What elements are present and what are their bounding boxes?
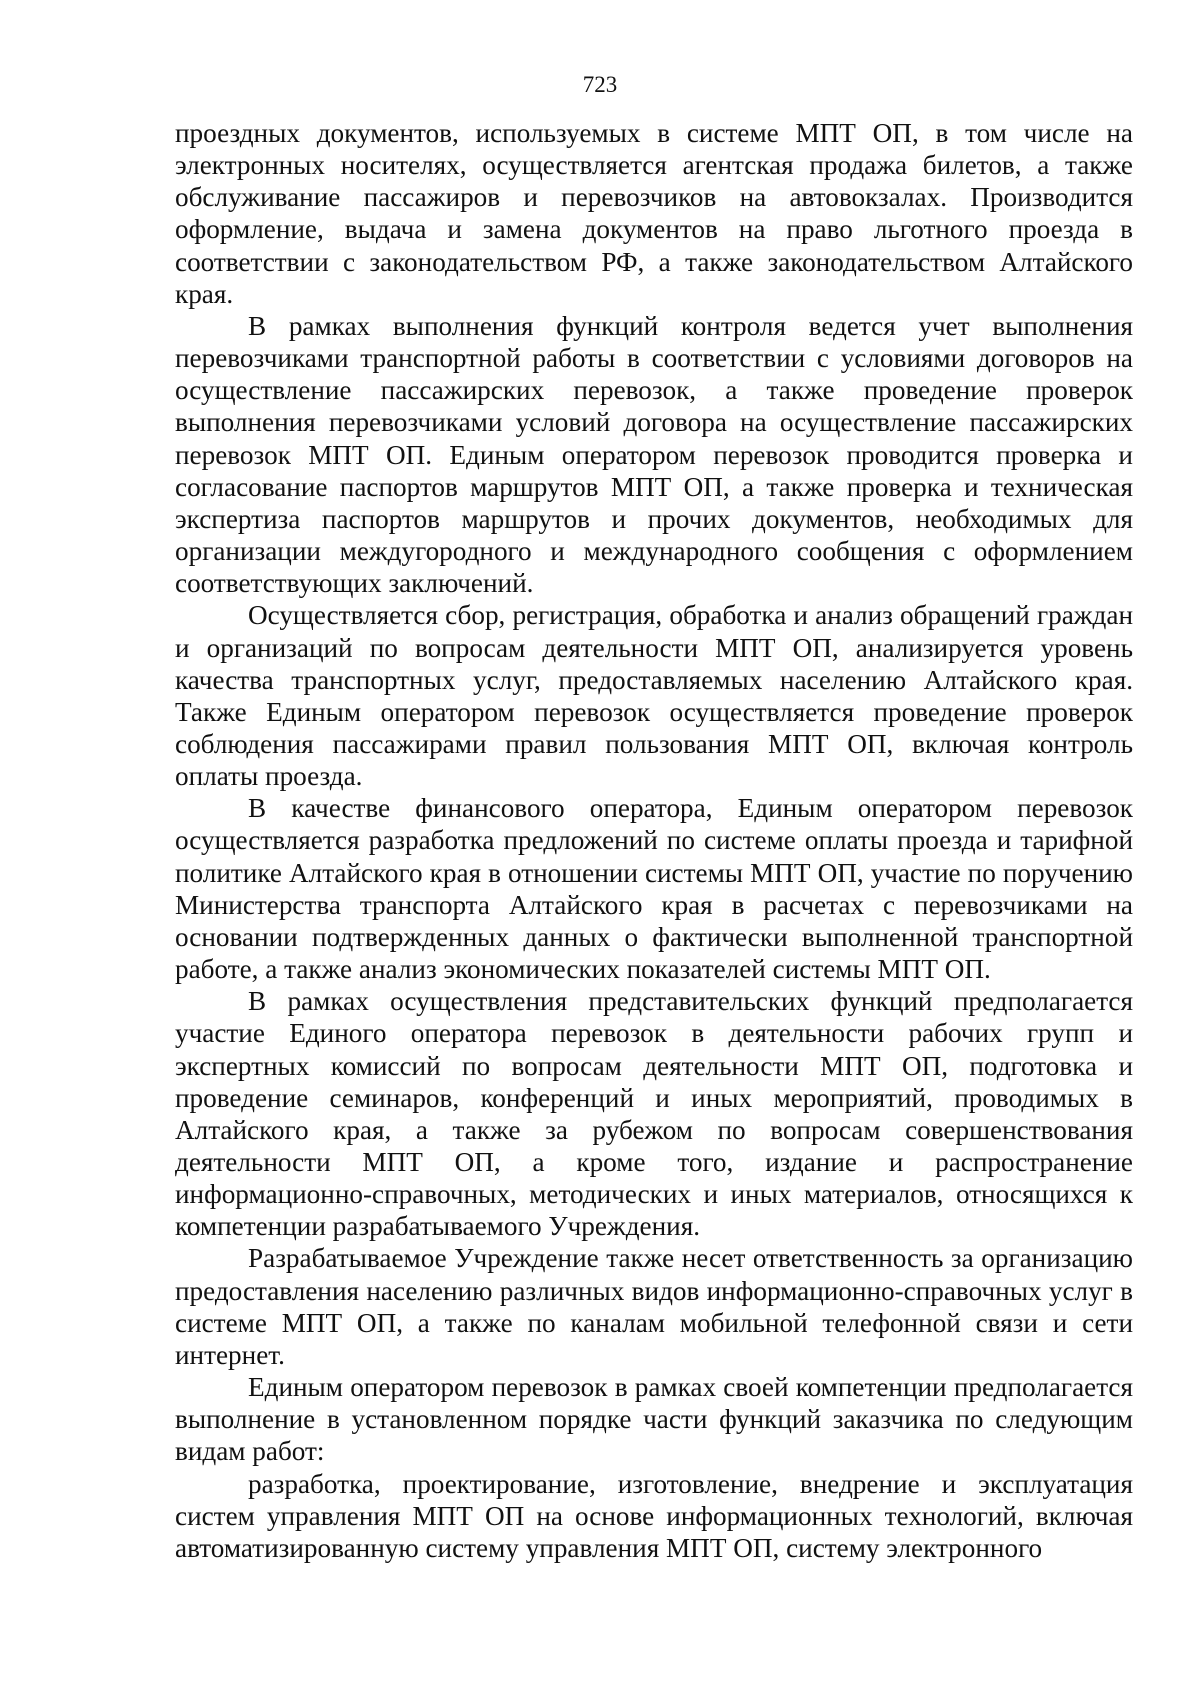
paragraph-control-functions: В рамках выполнения функций контроля ведется учет выполнения перевозчиками транспортной работы в соответствии с условиями договоров на осуществление пассажирских перевозок, а также проведение проверок выполнения перевозчиками условий договора на осуществление пассажирских перевозок МПТ ОП. Единым оператором перевозок проводится проверка и согласование паспортов маршрутов МПТ ОП, а также проверка и техническая экспертиза паспортов маршрутов и прочих документов, необходимых для организации междугородного и международного сообщения с оформлением соответствующих заключений.	[175, 310, 1133, 599]
body-text	[175, 117, 1133, 1564]
paragraph-information-services: Разрабатываемое Учреждение также несет ответственность за организацию предоставления населению различных видов информационно-справочных услуг в системе МПТ ОП, а также по каналам мобильной телефонной связи и сети интернет.	[175, 1243, 1133, 1370]
paragraph-financial-operator: В качестве финансового оператора, Единым оператором перевозок осуществляется разработка предложений по системе оплаты проезда и тарифной политике Алтайского края в отношении системы МПТ ОП, участие по поручению Министерства транспорта Алтайского края в расчетах с перевозчиками на основании подтвержденных данных о фактически выполненной транспортной работе, а также анализ экономических показателей системы МПТ ОП.	[175, 793, 1133, 985]
page-number: 723	[582, 72, 618, 97]
paragraph-citizen-appeals: Осуществляется сбор, регистрация, обработка и анализ обращений граждан и организаций по вопросам деятельности МПТ ОП, анализируется уровень качества транспортных услуг, предоставляемых населению Алтайского края. Также Единым оператором перевозок осуществляется проведение проверок соблюдения пассажирами правил пользования МПТ ОП, включая контроль оплаты проезда.	[175, 600, 1133, 792]
paragraph-customer-functions: Единым оператором перевозок в рамках своей компетенции предполагается выполнение в установленном порядке части функций заказчика по следующим видам работ:	[175, 1372, 1133, 1467]
paragraph-continuation: проездных документов, используемых в системе МПТ ОП, в том числе на электронных носителях, осуществляется агентская продажа билетов, а также обслуживание пассажиров и перевозчиков на автовокзалах. Производится оформление, выдача и замена документов на право льготного проезда в соответствии с законодательством РФ, а также законодательством Алтайского края.	[175, 118, 1133, 309]
paragraph-representative-functions: В рамках осуществления представительских функций предполагается участие Единого оператора перевозок в деятельности рабочих групп и экспертных комиссий по вопросам деятельности МПТ ОП, подготовка и проведение семинаров, конференций и иных мероприятий, проводимых в Алтайского края, а также за рубежом по вопросам совершенствования деятельности МПТ ОП, а кроме того, издание и распространение информационно-справочных, методических и иных материалов, относящихся к компетенции разрабатываемого Учреждения.	[175, 986, 1133, 1242]
paragraph-development-list-item: разработка, проектирование, изготовление, внедрение и эксплуатация систем управления МПТ ОП на основе информационных технологий, включая автоматизированную систему управления МПТ ОП, систему электронного	[175, 1468, 1133, 1563]
